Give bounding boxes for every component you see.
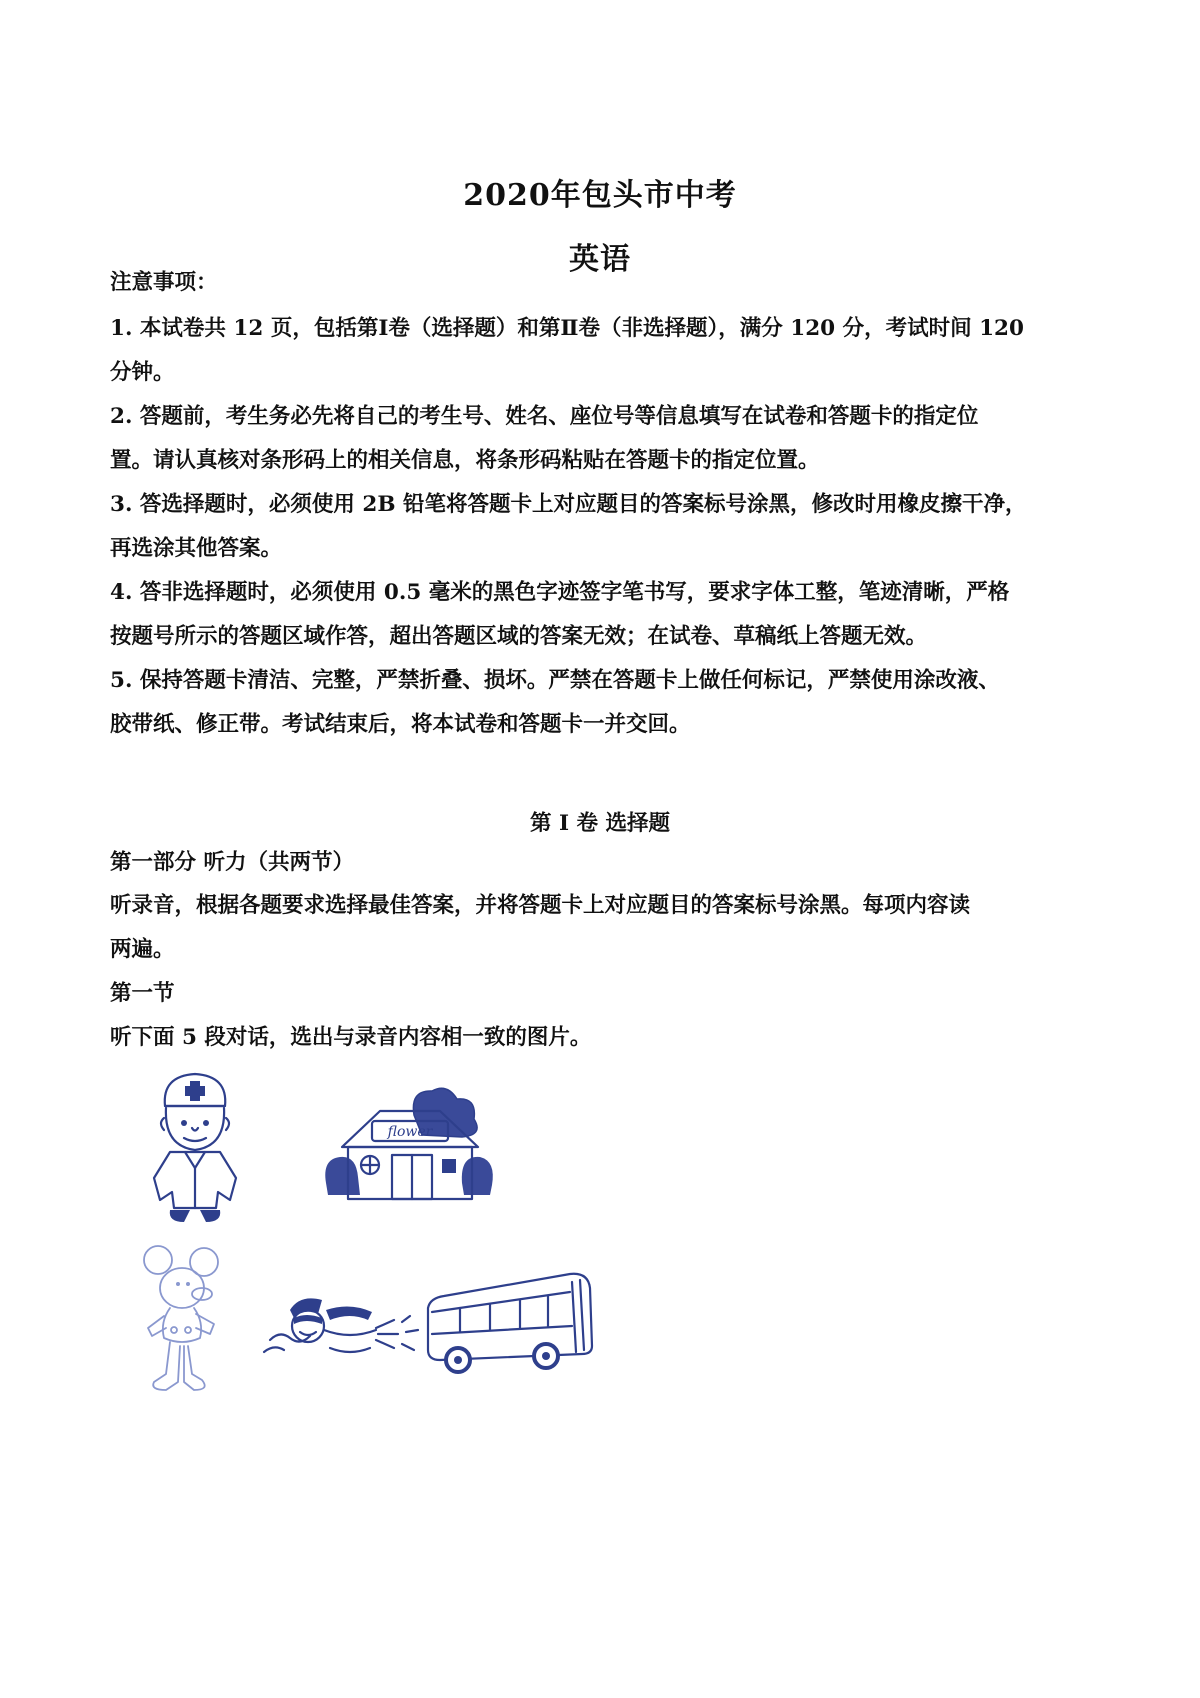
shop-sign-text: flower	[387, 1124, 433, 1140]
note-line-2: 分钟。	[110, 360, 175, 385]
flower-shop-icon	[322, 1085, 497, 1205]
note-line-8: 按题号所示的答题区域作答，超出答题区域的答案无效；在试卷、草稿纸上答题无效。	[110, 624, 928, 649]
note-line-5: 3. 答选择题时，必须使用 2B 铅笔将答题卡上对应题目的答案标号涂黑，修改时用橡皮擦干净，	[110, 492, 1027, 517]
instruction-line-1: 听录音，根据各题要求选择最佳答案，并将答题卡上对应题目的答案标号涂黑。每项内容读	[110, 893, 971, 918]
note-line-4: 置。请认真核对条形码上的相关信息，将条形码粘贴在答题卡的指定位置。	[110, 448, 820, 473]
exam-title: 2020年包头市中考	[463, 178, 737, 213]
subsection-instruction: 听下面 5 段对话，选出与录音内容相一致的图片。	[110, 1025, 592, 1050]
note-line-9: 5. 保持答题卡清洁、完整，严禁折叠、损坏。严禁在答题卡上做任何标记，严禁使用涂改液、	[110, 668, 1000, 693]
note-line-10: 胶带纸、修正带。考试结束后，将本试卷和答题卡一并交回。	[110, 712, 691, 737]
note-line-3: 2. 答题前，考生务必先将自己的考生号、姓名、座位号等信息填写在试卷和答题卡的指定位	[110, 404, 979, 429]
exam-subject: 英语	[569, 242, 631, 277]
doctor-icon	[140, 1068, 250, 1228]
note-line-1: 1. 本试卷共 12 页，包括第Ⅰ卷（选择题）和第Ⅱ卷（非选择题），满分 120 分，考试时间 120	[110, 316, 1024, 341]
note-line-6: 再选涂其他答案。	[110, 536, 283, 561]
notes-heading: 注意事项：	[110, 270, 218, 295]
subsection-title: 第一节	[110, 981, 175, 1006]
part-title: 第一部分 听力（共两节）	[110, 850, 354, 875]
instruction-line-2: 两遍。	[110, 937, 175, 962]
section-title: 第 I 卷 选择题	[529, 811, 670, 836]
cartoon-mouse-icon	[130, 1242, 235, 1397]
swimmer-icon	[260, 1290, 430, 1370]
note-line-7: 4. 答非选择题时，必须使用 0.5 毫米的黑色字迹签字笔书写，要求字体工整，笔迹清晰，严格	[110, 580, 1010, 605]
bus-icon	[420, 1268, 600, 1378]
